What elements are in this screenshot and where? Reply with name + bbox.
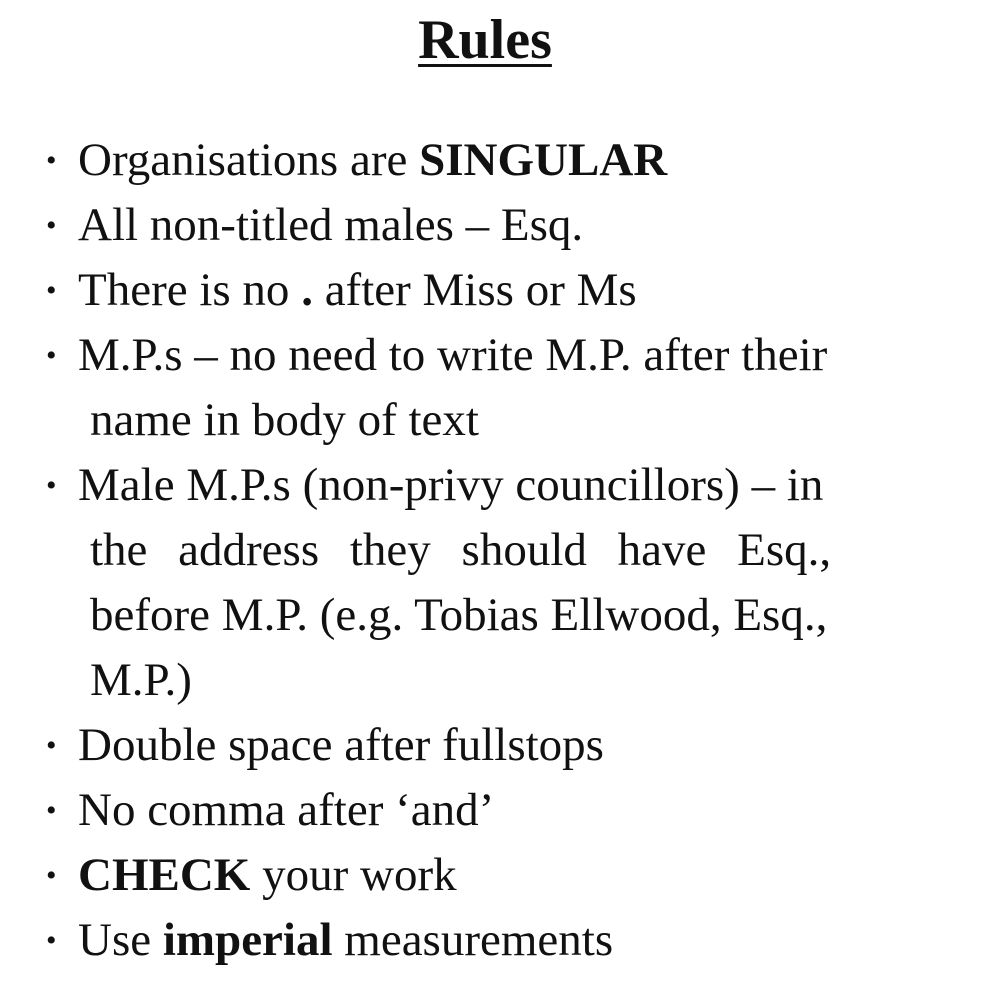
rule-text: All non-titled males – Esq. bbox=[78, 199, 584, 251]
bullet-icon: • bbox=[46, 729, 57, 762]
rule-text: CHECK your work bbox=[78, 849, 457, 901]
rule-line: M.P.s – no need to write M.P. after their bbox=[78, 329, 828, 381]
rule-item bbox=[44, 128, 949, 193]
rule-text bbox=[78, 323, 949, 453]
rule-item bbox=[44, 843, 949, 908]
rule-line: the address they should have Esq., bbox=[90, 524, 832, 576]
bullet-icon: • bbox=[46, 339, 57, 372]
rule-item bbox=[44, 908, 949, 973]
rule-text: Double space after fullstops bbox=[78, 719, 604, 771]
rule-item bbox=[44, 778, 949, 843]
bullet-icon: • bbox=[46, 794, 57, 827]
rule-item bbox=[44, 713, 949, 778]
page-title: Rules bbox=[418, 9, 552, 71]
bullet-icon: • bbox=[46, 274, 57, 307]
rule-text: Use imperial measurements bbox=[78, 914, 614, 966]
rule-item bbox=[44, 258, 949, 323]
rule-text bbox=[78, 453, 949, 713]
bullet-icon: • bbox=[46, 859, 57, 892]
bullet-icon: • bbox=[46, 924, 57, 957]
rule-line: M.P.) bbox=[90, 654, 192, 706]
bullet-icon: • bbox=[46, 144, 57, 177]
rule-text: There is no . after Miss or Ms bbox=[78, 264, 637, 316]
rule-line: before M.P. (e.g. Tobias Ellwood, Esq., bbox=[90, 589, 828, 641]
rule-text: No comma after ‘and’ bbox=[78, 784, 495, 836]
rule-line: name in body of text bbox=[90, 394, 479, 446]
bullet-icon: • bbox=[46, 209, 57, 242]
rule-item bbox=[44, 453, 949, 713]
rule-line: Male M.P.s (non-privy councillors) – in bbox=[78, 459, 824, 511]
rule-text: Organisations are SINGULAR bbox=[78, 134, 668, 186]
rule-item bbox=[44, 193, 949, 258]
bullet-icon: • bbox=[46, 469, 57, 502]
rules-list bbox=[44, 128, 949, 973]
rule-item bbox=[44, 323, 949, 453]
